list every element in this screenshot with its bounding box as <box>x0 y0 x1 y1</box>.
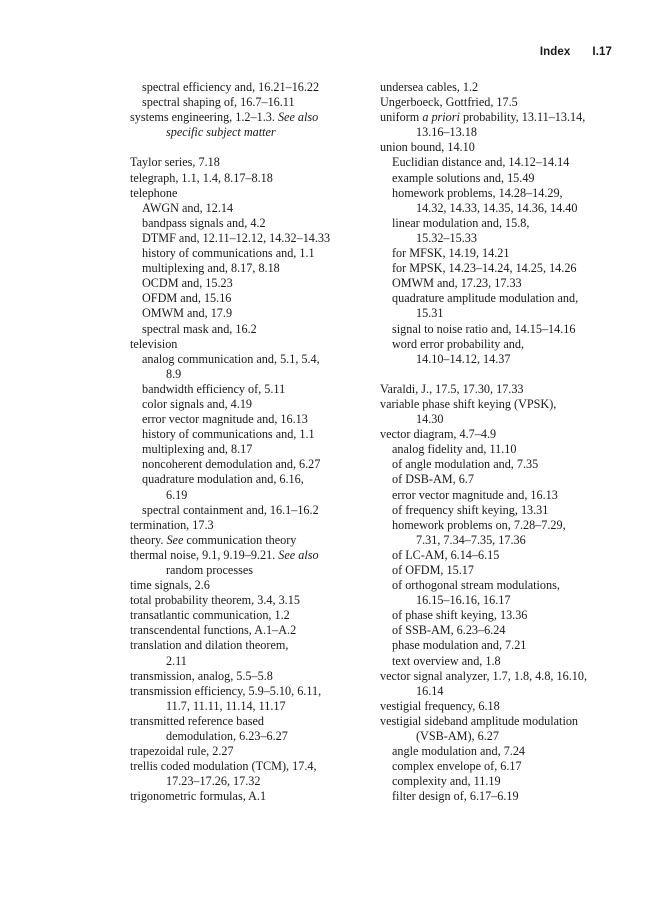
entry-text: telegraph, 1.1, 1.4, 8.17–8.18 <box>130 170 273 185</box>
index-entry-continuation <box>380 412 630 427</box>
entry-text: Euclidian distance and, 14.12–14.14 <box>392 155 570 170</box>
index-subentry <box>130 306 370 321</box>
index-entry <box>130 110 370 125</box>
index-subentry <box>380 276 630 291</box>
entry-text: OFDM and, 15.16 <box>142 291 232 306</box>
index-subentry <box>130 503 370 518</box>
index-subentry <box>130 261 370 276</box>
entry-text: 11.7, 11.11, 11.14, 11.17 <box>166 698 286 713</box>
entry-text: vector signal analyzer, 1.7, 1.8, 4.8, 16.10, <box>380 668 587 683</box>
entry-text: word error probability and, <box>392 336 524 351</box>
entry-text: of DSB-AM, 6.7 <box>392 472 474 487</box>
entry-text: vestigial sideband amplitude modulation <box>380 713 579 728</box>
index-subentry <box>130 352 370 367</box>
entry-text: AWGN and, 12.14 <box>142 200 234 215</box>
index-column-right <box>380 80 630 805</box>
index-subentry <box>380 186 630 201</box>
entry-text: 7.31, 7.34–7.35, 17.36 <box>416 532 526 547</box>
entry-text: transatlantic communication, 1.2 <box>130 608 290 623</box>
index-subentry <box>130 427 370 442</box>
index-subentry <box>130 442 370 457</box>
entry-text: 13.16–13.18 <box>416 125 477 140</box>
index-entry-continuation <box>130 367 370 382</box>
entry-text: of orthogonal stream modulations, <box>392 578 560 593</box>
entry-text: 8.9 <box>166 366 182 381</box>
entry-text: random processes <box>166 563 253 577</box>
index-entry <box>380 699 630 714</box>
entry-text: analog communication and, 5.1, 5.4, <box>142 351 320 366</box>
entry-text: transmission efficiency, 5.9–5.10, 6.11, <box>130 683 322 698</box>
entry-text: history of communications and, 1.1 <box>142 427 315 442</box>
index-entry <box>380 110 630 125</box>
entry-text: thermal noise, 9.1, 9.19–9.21. <box>130 547 279 562</box>
entry-cross-reference: specific subject matter <box>166 125 276 140</box>
index-subentry <box>130 412 370 427</box>
index-subentry <box>380 608 630 623</box>
index-subentry <box>130 95 370 110</box>
entry-text: text overview and, 1.8 <box>392 653 501 668</box>
entry-text: undersea cables, 1.2 <box>380 80 479 94</box>
entry-text: error vector magnitude and, 16.13 <box>392 487 558 502</box>
index-subentry <box>380 457 630 472</box>
entry-text: of LC-AM, 6.14–6.15 <box>392 547 500 562</box>
entry-text: analog fidelity and, 11.10 <box>392 442 517 457</box>
entry-text: filter design of, 6.17–6.19 <box>392 789 519 804</box>
entry-text: transmitted reference based <box>130 713 264 728</box>
index-subentry <box>380 789 630 804</box>
index-subentry <box>380 578 630 593</box>
index-subentry <box>380 503 630 518</box>
index-subentry <box>380 548 630 563</box>
index-entry-continuation <box>380 125 630 140</box>
entry-text: termination, 17.3 <box>130 517 214 532</box>
entry-text: phase modulation and, 7.21 <box>392 638 527 653</box>
entry-text: 6.19 <box>166 487 188 502</box>
index-subentry <box>130 231 370 246</box>
index-entry <box>130 744 370 759</box>
index-entry-continuation <box>380 306 630 321</box>
index-entry <box>380 397 630 412</box>
entry-text: 16.15–16.16, 16.17 <box>416 593 511 608</box>
index-entry <box>130 593 370 608</box>
index-entry <box>380 669 630 684</box>
running-header <box>540 46 612 58</box>
entry-text: quadrature amplitude modulation and, <box>392 291 579 306</box>
index-entry-continuation <box>380 593 630 608</box>
entry-text: history of communications and, 1.1 <box>142 246 315 261</box>
entry-text-after: communication theory <box>183 532 297 547</box>
entry-text: union bound, 14.10 <box>380 140 475 155</box>
entry-text: of SSB-AM, 6.23–6.24 <box>392 623 506 638</box>
entry-text: 14.30 <box>416 412 444 427</box>
index-entry <box>130 337 370 352</box>
index-subentry <box>380 744 630 759</box>
index-subentry <box>380 261 630 276</box>
index-entry <box>130 684 370 699</box>
index-subentry <box>380 654 630 669</box>
entry-text: homework problems, 14.28–14.29, <box>392 185 563 200</box>
index-entry-continuation <box>380 729 630 744</box>
index-subentry <box>130 291 370 306</box>
index-subentry <box>380 171 630 186</box>
entry-text: complex envelope of, 6.17 <box>392 759 522 774</box>
index-entry-continuation <box>130 729 370 744</box>
entry-text: of angle modulation and, 7.35 <box>392 457 539 472</box>
entry-text: multiplexing and, 8.17 <box>142 442 253 457</box>
index-letter-gap <box>130 140 370 155</box>
index-entry-continuation <box>380 231 630 246</box>
entry-text: color signals and, 4.19 <box>142 396 253 411</box>
entry-text: trigonometric formulas, A.1 <box>130 789 267 804</box>
entry-text: spectral mask and, 16.2 <box>142 321 257 336</box>
entry-text: error vector magnitude and, 16.13 <box>142 412 308 427</box>
entry-text: 15.32–15.33 <box>416 230 477 245</box>
entry-text: Ungerboeck, Gottfried, 17.5 <box>380 95 518 110</box>
entry-text: spectral efficiency and, 16.21–16.22 <box>142 80 320 94</box>
index-subentry <box>380 472 630 487</box>
index-entry <box>130 789 370 804</box>
index-subentry <box>380 623 630 638</box>
entry-text: OCDM and, 15.23 <box>142 276 233 291</box>
entry-text: trapezoidal rule, 2.27 <box>130 744 234 759</box>
index-subentry <box>380 155 630 170</box>
index-entry <box>380 427 630 442</box>
entry-text: time signals, 2.6 <box>130 578 210 593</box>
entry-cross-reference: See also <box>277 110 319 125</box>
index-entry-continuation <box>130 699 370 714</box>
entry-text: bandwidth efficiency of, 5.11 <box>142 381 286 396</box>
index-entry <box>130 638 370 653</box>
entry-text: 14.10–14.12, 14.37 <box>416 351 511 366</box>
entry-text-after: probability, 13.11–13.14, <box>459 110 586 125</box>
entry-text: telephone <box>130 185 178 200</box>
index-subentry <box>130 382 370 397</box>
index-column-left <box>130 80 370 805</box>
index-subentry <box>380 246 630 261</box>
entry-text: 17.23–17.26, 17.32 <box>166 774 261 789</box>
entry-text: Varaldi, J., 17.5, 17.30, 17.33 <box>380 381 524 396</box>
index-entry <box>130 669 370 684</box>
entry-text: 14.32, 14.33, 14.35, 14.36, 14.40 <box>416 200 578 215</box>
index-subentry <box>380 488 630 503</box>
index-subentry <box>130 246 370 261</box>
entry-text: multiplexing and, 8.17, 8.18 <box>142 261 280 276</box>
index-subentry <box>380 563 630 578</box>
entry-text: demodulation, 6.23–6.27 <box>166 729 288 744</box>
entry-text: OMWM and, 17.23, 17.33 <box>392 276 522 291</box>
entry-text: theory. <box>130 532 167 547</box>
index-subentry <box>130 457 370 472</box>
entry-text: noncoherent demodulation and, 6.27 <box>142 457 321 472</box>
entry-cross-reference: See also <box>278 547 319 562</box>
entry-text: vestigial frequency, 6.18 <box>380 698 500 713</box>
index-entry <box>130 518 370 533</box>
entry-text: 15.31 <box>416 306 444 321</box>
entry-text: DTMF and, 12.11–12.12, 14.32–14.33 <box>142 230 331 245</box>
index-entry-continuation <box>380 201 630 216</box>
entry-text: systems engineering, 1.2–1.3. <box>130 110 278 125</box>
entry-text: uniform <box>380 110 423 125</box>
index-subentry <box>380 518 630 533</box>
entry-text: quadrature modulation and, 6.16, <box>142 472 304 487</box>
index-subentry <box>130 276 370 291</box>
index-subentry <box>130 216 370 231</box>
entry-text: (VSB-AM), 6.27 <box>416 729 499 744</box>
entry-text: example solutions and, 15.49 <box>392 170 535 185</box>
entry-text: of OFDM, 15.17 <box>392 563 474 577</box>
index-entry <box>130 171 370 186</box>
entry-text: translation and dilation theorem, <box>130 638 289 653</box>
index-entry-continuation <box>130 125 370 140</box>
entry-text: transmission, analog, 5.5–5.8 <box>130 668 273 683</box>
index-subentry <box>380 774 630 789</box>
header-section-title: Index <box>539 46 571 58</box>
index-subentry <box>380 759 630 774</box>
index-subentry <box>380 337 630 352</box>
index-entry <box>380 714 630 729</box>
entry-text: bandpass signals and, 4.2 <box>142 215 266 230</box>
index-entry-continuation <box>380 533 630 548</box>
entry-text: 2.11 <box>166 653 187 668</box>
index-subentry <box>380 291 630 306</box>
entry-text: vector diagram, 4.7–4.9 <box>380 427 497 442</box>
index-entry <box>130 623 370 638</box>
entry-text: spectral containment and, 16.1–16.2 <box>142 502 319 517</box>
entry-text: of phase shift keying, 13.36 <box>392 608 528 623</box>
index-subentry <box>380 442 630 457</box>
index-subentry <box>380 322 630 337</box>
index-entry <box>130 548 370 563</box>
index-subentry <box>380 216 630 231</box>
entry-text: angle modulation and, 7.24 <box>392 744 526 759</box>
entry-text: for MPSK, 14.23–14.24, 14.25, 14.26 <box>392 261 577 276</box>
index-subentry <box>130 80 370 95</box>
index-entry-continuation <box>380 684 630 699</box>
index-subentry <box>380 638 630 653</box>
index-entry <box>130 578 370 593</box>
entry-text: transcendental functions, A.1–A.2 <box>130 623 297 638</box>
entry-italic-text: See <box>166 532 184 547</box>
index-entry-continuation <box>380 352 630 367</box>
entry-text: linear modulation and, 15.8, <box>392 215 530 230</box>
index-entry <box>130 608 370 623</box>
index-entry-continuation <box>130 774 370 789</box>
entry-italic-text: a priori <box>422 110 460 125</box>
index-entry <box>130 714 370 729</box>
index-entry <box>130 759 370 774</box>
index-subentry <box>130 322 370 337</box>
index-subentry <box>130 472 370 487</box>
index-entry <box>130 533 370 548</box>
index-entry-continuation <box>130 488 370 503</box>
entry-text: of frequency shift keying, 13.31 <box>392 502 549 517</box>
index-entry-continuation <box>130 563 370 578</box>
entry-text: OMWM and, 17.9 <box>142 306 233 321</box>
index-entry <box>380 140 630 155</box>
index-entry <box>130 155 370 170</box>
index-entry <box>130 186 370 201</box>
index-entry <box>380 80 630 95</box>
index-entry <box>380 95 630 110</box>
entry-text: variable phase shift keying (VPSK), <box>380 396 557 411</box>
entry-text: complexity and, 11.19 <box>392 774 501 789</box>
index-entry-continuation <box>130 654 370 669</box>
entry-text: homework problems on, 7.28–7.29, <box>392 517 566 532</box>
entry-text: spectral shaping of, 16.7–16.11 <box>142 95 295 110</box>
entry-text: total probability theorem, 3.4, 3.15 <box>130 593 300 608</box>
index-letter-gap <box>380 367 630 382</box>
index-entry <box>380 382 630 397</box>
entry-text: Taylor series, 7.18 <box>130 155 220 170</box>
entry-text: 16.14 <box>416 683 444 698</box>
entry-text: trellis coded modulation (TCM), 17.4, <box>130 759 317 774</box>
entry-text: signal to noise ratio and, 14.15–14.16 <box>392 321 576 336</box>
index-subentry <box>130 201 370 216</box>
index-subentry <box>130 397 370 412</box>
page-number: I.17 <box>592 46 612 58</box>
entry-text: television <box>130 336 178 351</box>
entry-text: for MFSK, 14.19, 14.21 <box>392 246 510 261</box>
